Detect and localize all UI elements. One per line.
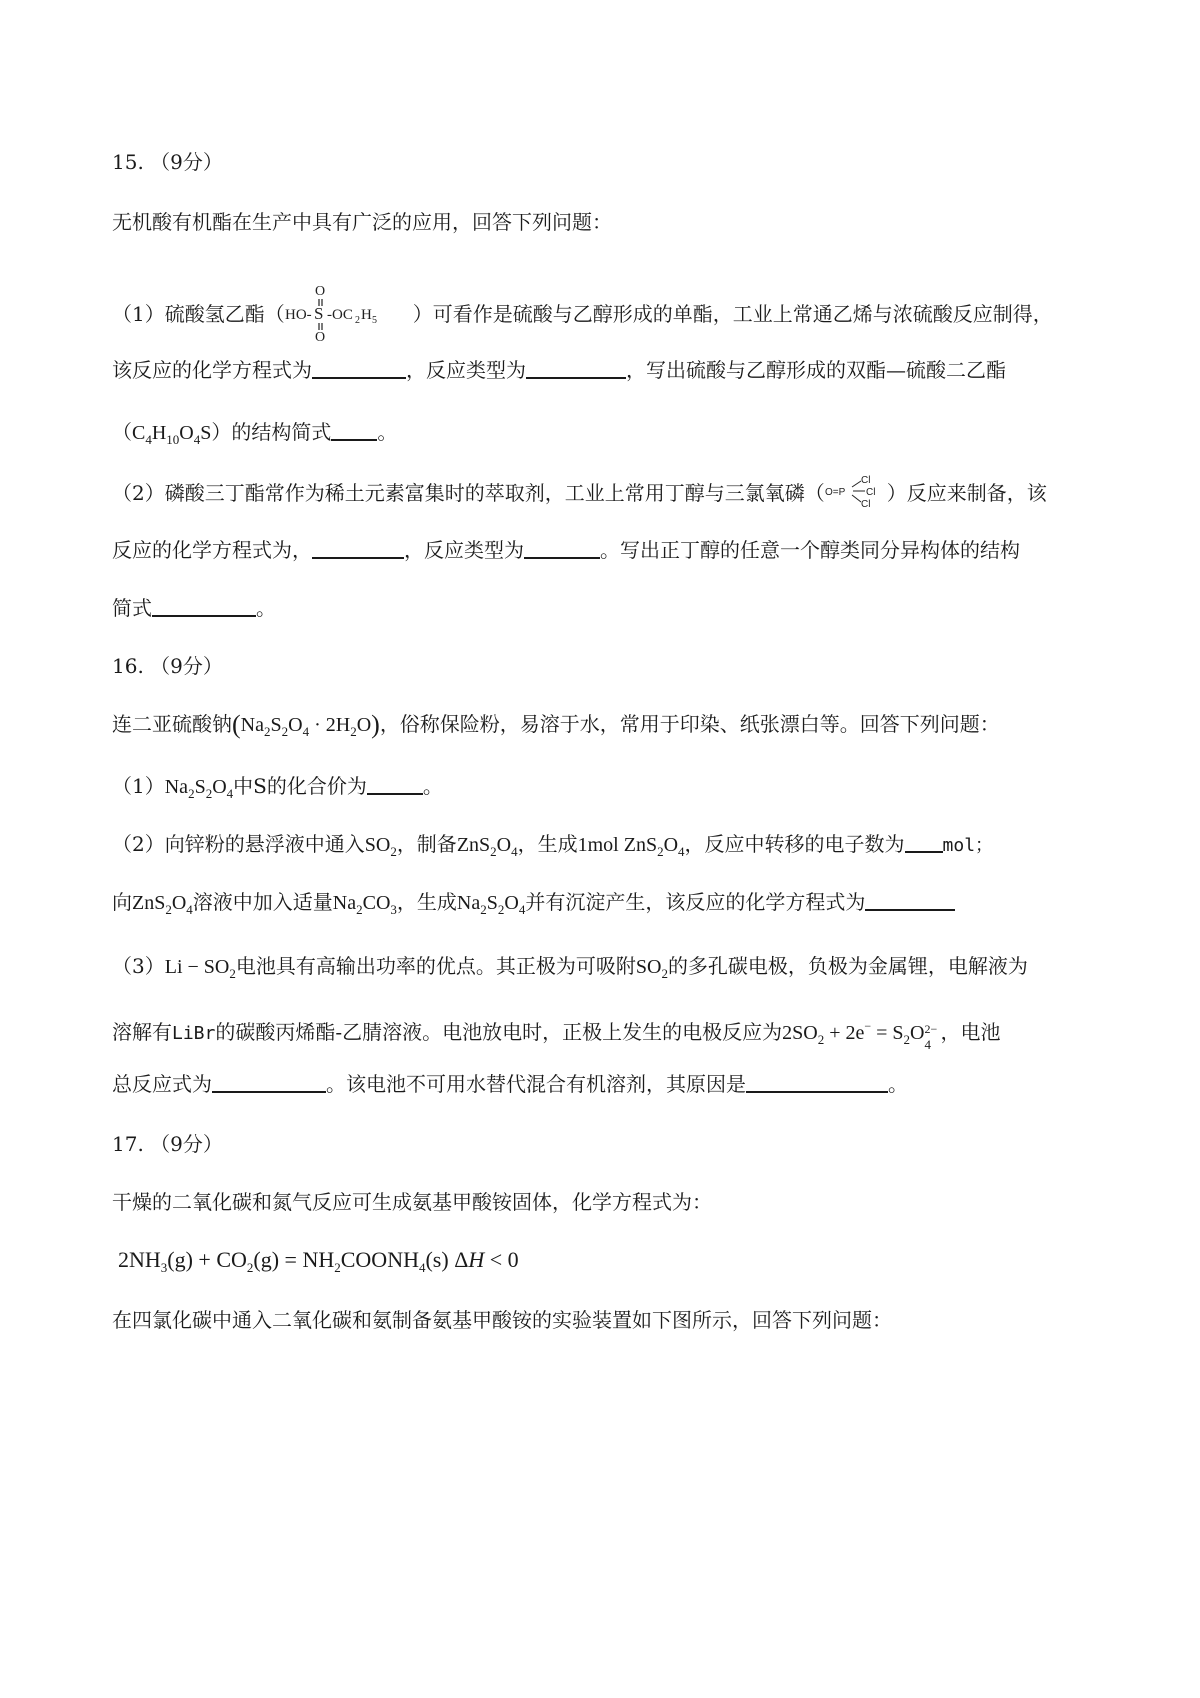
svg-text:5: 5 bbox=[371, 315, 377, 326]
answer-blank[interactable] bbox=[526, 357, 626, 379]
formula-1mol-zns2o4: 1mol $ZnS_2O_4$ bbox=[577, 834, 685, 859]
electrode-reaction-equation: $2SO_2 + 2e^- = S_2O$ 2− 4 bbox=[782, 1019, 938, 1052]
svg-text:Cl: Cl bbox=[860, 475, 871, 486]
ethyl-hydrogen-sulfate-structure bbox=[285, 282, 413, 349]
answer-blank[interactable] bbox=[312, 537, 404, 559]
q16-part2-line2: 向$ZnS_2O_4$溶液中加入适量$Na_2CO_3$，生成$Na_2S_2O_4$并有沉淀产生，该反应的化学方程式为 bbox=[112, 888, 1102, 924]
svg-text:O: O bbox=[314, 284, 325, 299]
sodium-dithionite-formula: $(Na_2S_2O_4 \cdot 2H_2O)$ bbox=[232, 710, 380, 739]
formula-na2s2o4: $Na_2S_2O_4$ bbox=[456, 892, 526, 917]
answer-blank[interactable] bbox=[331, 419, 377, 441]
svg-text:O=P: O=P bbox=[824, 487, 846, 498]
q15-part1-line2: 该反应的化学方程式为 ，反应类型为 ，写出硫酸与乙醇形成的双酯—硫酸二乙酯 bbox=[112, 358, 1006, 382]
answer-blank[interactable] bbox=[865, 889, 955, 911]
q16-intro: 连二亚硫酸钠$(Na_2S_2O_4 \cdot 2H_2O)$，俗称保险粉，易溶于水，常用于印染、纸张漂白等。回答下列问题： bbox=[112, 710, 1000, 739]
formula-na2co3: $Na_2CO_3$ bbox=[332, 892, 397, 917]
svg-text:S: S bbox=[313, 304, 324, 323]
q16-part3-line3: 总反应式为 。该电池不可用水替代混合有机溶剂，其原因是 。 bbox=[112, 1072, 908, 1096]
formula-zns2o4: $ZnS_2O_4$ bbox=[456, 834, 518, 859]
formula-so2: $SO_2$ bbox=[364, 834, 397, 859]
diethyl-sulfate-formula: $C_4H_{10}O_4S$ bbox=[132, 422, 212, 447]
q15-part2-line2: 反应的化学方程式为， ，反应类型为 。写出正丁醇的任意一个醇类同分异构体的结构 bbox=[112, 538, 1020, 562]
q17-intro: 干燥的二氧化碳和氮气反应可生成氨基甲酸铵固体，化学方程式为： bbox=[112, 1190, 712, 1214]
answer-blank[interactable] bbox=[746, 1071, 888, 1093]
answer-blank[interactable] bbox=[212, 1071, 326, 1093]
q15-part2-line1: （2）磷酸三丁酯常作为稀土元素富集时的萃取剂，工业上常用丁醇与三氯氧磷（ O=P Cl Cl Cl ）反应来制备，该 bbox=[112, 474, 1102, 515]
svg-text:Cl: Cl bbox=[865, 487, 876, 498]
answer-blank[interactable] bbox=[312, 357, 406, 379]
formula-li-so2: $Li - SO_2$ bbox=[164, 956, 236, 981]
phosphorus-oxychloride-structure bbox=[825, 474, 887, 515]
svg-text:-OC: -OC bbox=[326, 307, 353, 323]
q17-outro: 在四氯化碳中通入二氧化碳和氨制备氨基甲酸铵的实验装置如下图所示，回答下列问题： bbox=[112, 1308, 892, 1332]
q15-part2-line3: 简式 。 bbox=[112, 596, 276, 620]
svg-text:HO-: HO- bbox=[284, 307, 312, 323]
q15-header: 15. （9分） bbox=[112, 150, 223, 174]
q16-part3-line2: 溶解有LiBr的碳酸丙烯酯-乙腈溶液。电池放电时，正极上发生的电极反应为$2SO_2 + 2e^- = S_2O$ 2− 4 ，电池 bbox=[112, 1019, 1001, 1052]
formula-zns2o4: $ZnS_2O_4$ bbox=[132, 892, 193, 917]
q16-part1: $(1)Na_2S_2O_4$中S的化合价为 。 bbox=[112, 774, 443, 801]
q16-part3-line1: $(3)Li - SO_2$电池具有高输出功率的优点。其正极为可吸附$SO_2$的多孔碳电极，负极为金属锂，电解液为 bbox=[112, 954, 1028, 981]
formula-na2s2o4: $Na_2S_2O_4$ bbox=[164, 776, 234, 801]
answer-blank[interactable] bbox=[152, 595, 256, 617]
q16-part2-line1: （2）向锌粉的悬浮液中通入$SO_2$，制备$ZnS_2O_4$，生成1mol $ZnS_2O_4$，反应中转移的电子数为 mol； bbox=[112, 832, 994, 859]
formula-so2: $SO_2$ bbox=[635, 956, 668, 981]
ammonium-carbamate-equation: $2NH_3(g) + CO_2(g)$ = $NH_2COONH_4(s) \Delta H < 0$ bbox=[118, 1247, 519, 1275]
q16-header: 16. （9分） bbox=[112, 654, 223, 678]
svg-text:2: 2 bbox=[354, 315, 360, 326]
svg-text:H: H bbox=[360, 307, 372, 323]
answer-blank[interactable] bbox=[905, 831, 943, 853]
q15-intro: 无机酸有机酯在生产中具有广泛的应用，回答下列问题： bbox=[112, 210, 612, 234]
svg-text:Cl: Cl bbox=[860, 499, 871, 508]
svg-text:O: O bbox=[314, 330, 325, 342]
answer-blank[interactable] bbox=[367, 773, 423, 795]
q15-part1-line1: （1）硫酸氢乙酯（ HO- S O O -OC 2 H 5 ）可看作是硫酸与乙醇形成的单酯，工业上常通乙烯与浓硫酸反应制得， bbox=[112, 282, 1102, 349]
answer-blank[interactable] bbox=[524, 537, 600, 559]
q15-part1-line3: $(C_4H_{10}O_4S)$的结构简式 。 bbox=[112, 420, 398, 447]
q17-header: 17. （9分） bbox=[112, 1132, 223, 1156]
